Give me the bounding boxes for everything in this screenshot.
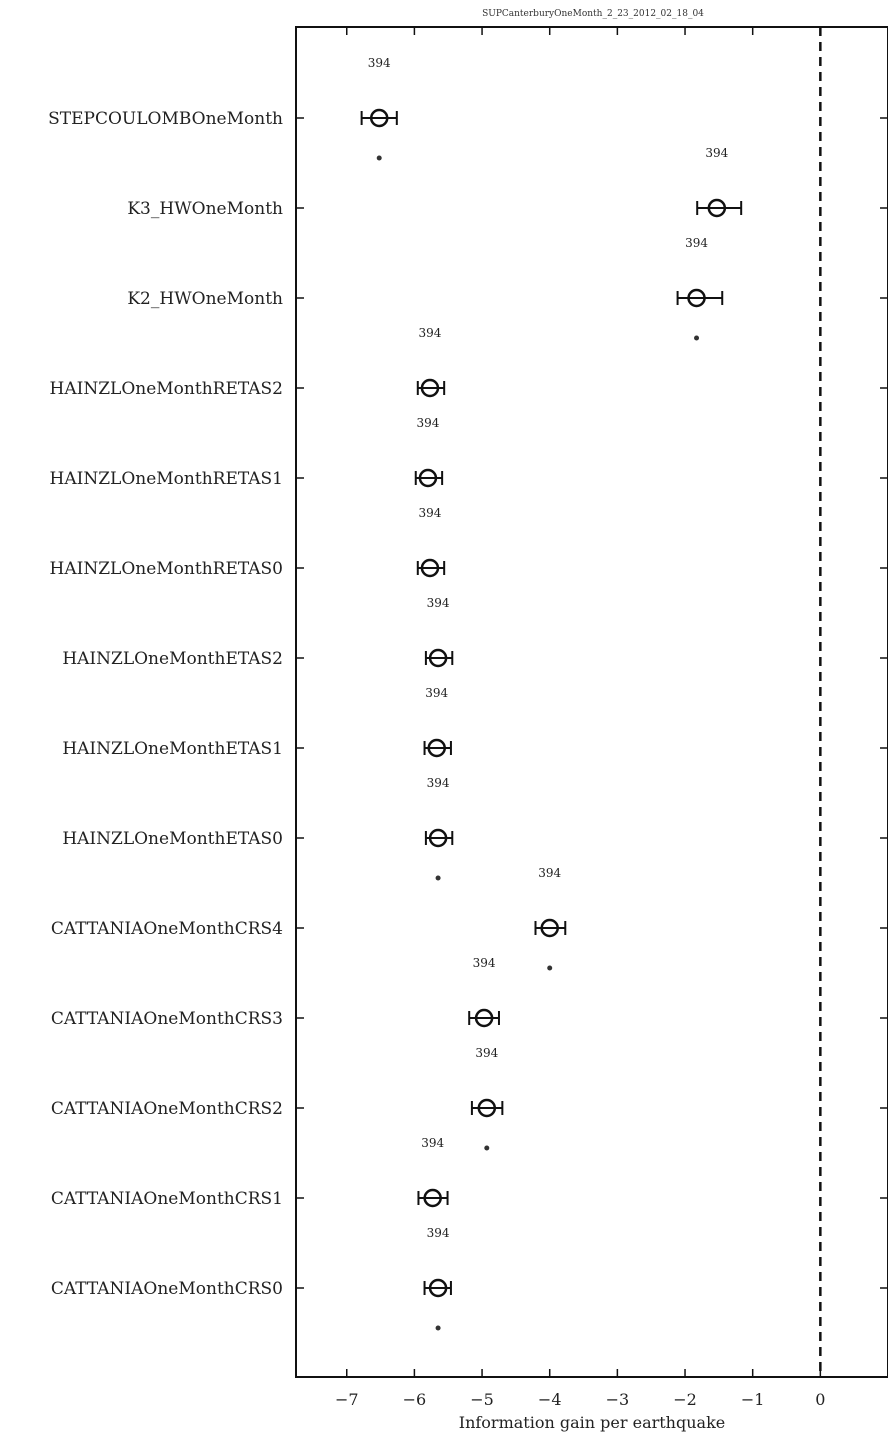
count-label: 394 — [421, 1136, 445, 1150]
model-row — [127, 236, 888, 341]
model-label: STEPCOULOMBOneMonth — [48, 109, 283, 129]
secondary-point — [484, 1146, 489, 1151]
model-row — [50, 506, 888, 579]
count-label: 394 — [472, 956, 496, 970]
model-row — [50, 416, 888, 489]
secondary-point — [436, 876, 441, 881]
count-label: 394 — [705, 146, 729, 160]
count-label: 394 — [538, 866, 562, 880]
model-row — [51, 866, 888, 971]
model-label: HAINZLOneMonthRETAS0 — [49, 559, 283, 579]
model-label: HAINZLOneMonthETAS2 — [62, 649, 283, 669]
model-row — [62, 776, 888, 881]
plot-frame — [296, 27, 888, 1377]
secondary-point — [436, 1326, 441, 1331]
secondary-point — [377, 156, 382, 161]
count-label: 394 — [418, 326, 442, 340]
model-rows — [48, 56, 888, 1331]
chart-title: SUPCanterburyOneMonth_2_23_2012_02_18_04 — [482, 9, 704, 19]
x-tick-label: −1 — [740, 1390, 765, 1409]
model-label: CATTANIAOneMonthCRS2 — [50, 1099, 283, 1119]
model-row — [62, 596, 888, 669]
count-label: 394 — [367, 56, 391, 70]
model-label: HAINZLOneMonthETAS0 — [62, 829, 283, 849]
count-label: 394 — [416, 416, 440, 430]
model-label: K3_HWOneMonth — [127, 199, 283, 219]
x-tick-label: −3 — [605, 1390, 630, 1409]
secondary-point — [694, 336, 699, 341]
model-row — [48, 56, 888, 161]
model-label: HAINZLOneMonthRETAS2 — [49, 379, 283, 399]
model-label: CATTANIAOneMonthCRS3 — [50, 1009, 283, 1029]
model-row — [51, 956, 888, 1029]
count-label: 394 — [426, 1226, 450, 1240]
count-label: 394 — [418, 506, 442, 520]
x-axis-title: Information gain per earthquake — [458, 1413, 726, 1432]
count-label: 394 — [685, 236, 708, 250]
secondary-point — [547, 966, 552, 971]
count-label: 394 — [426, 776, 450, 790]
model-label: HAINZLOneMonthRETAS1 — [49, 469, 283, 489]
count-label: 394 — [425, 686, 449, 700]
model-row — [51, 1046, 888, 1151]
model-label: CATTANIAOneMonthCRS1 — [50, 1189, 283, 1209]
count-label: 394 — [426, 596, 450, 610]
model-row — [51, 1136, 888, 1209]
model-label: HAINZLOneMonthETAS1 — [62, 739, 283, 759]
x-tick-label: 0 — [815, 1390, 826, 1409]
x-tick-label: −4 — [537, 1390, 562, 1409]
x-tick-label: −2 — [673, 1390, 697, 1409]
model-row — [51, 1226, 888, 1331]
x-tick-label: −6 — [402, 1390, 427, 1409]
model-label: K2_HWOneMonth — [127, 289, 283, 309]
count-label: 394 — [475, 1046, 499, 1060]
model-row — [50, 326, 888, 399]
model-label: CATTANIAOneMonthCRS4 — [50, 919, 283, 939]
model-label: CATTANIAOneMonthCRS0 — [50, 1279, 283, 1299]
x-tick-label: −7 — [334, 1390, 359, 1409]
x-axis — [335, 27, 825, 1409]
model-row — [127, 146, 888, 219]
model-row — [62, 686, 888, 759]
x-tick-label: −5 — [470, 1390, 494, 1409]
